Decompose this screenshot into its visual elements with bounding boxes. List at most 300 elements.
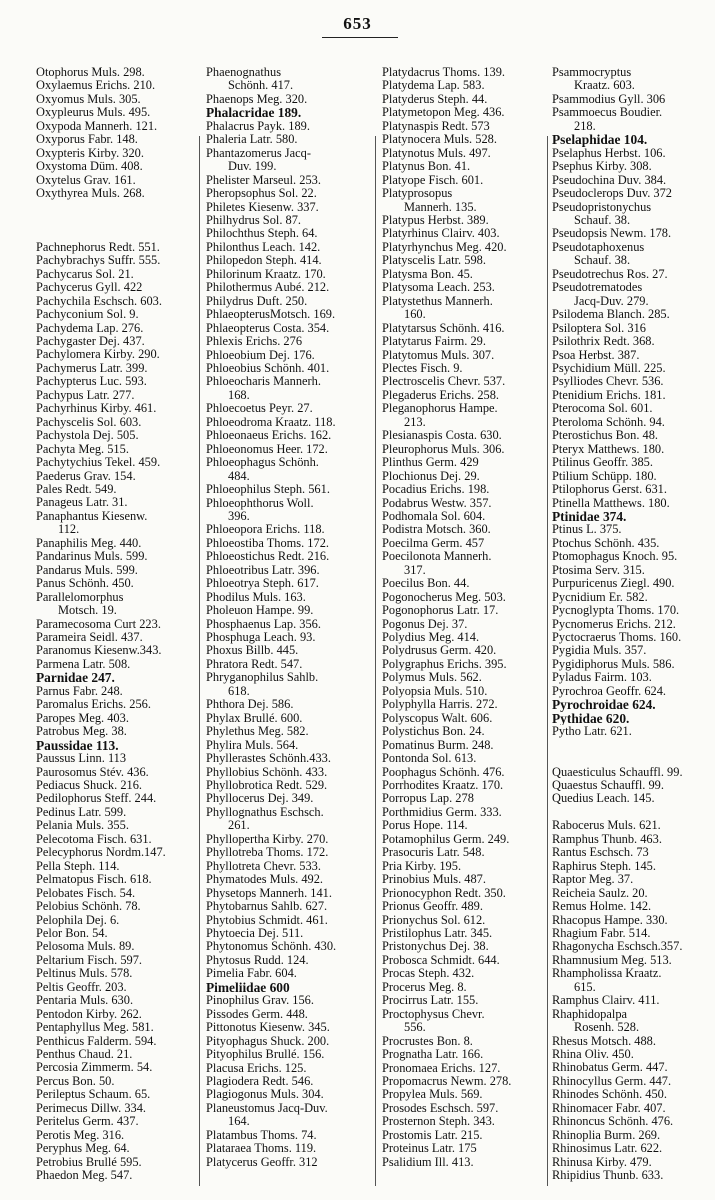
index-entry: Prosternon Steph. 343.: [382, 1115, 495, 1129]
index-column-3: [382, 66, 550, 1169]
index-entry: Ptochus Schönh. 435.: [552, 536, 660, 550]
index-entry: Platytarus Fairm. 29.: [382, 335, 486, 349]
index-entry: Psilodema Blanch. 285.: [552, 308, 670, 322]
index-entry: Peltis Geoffr. 203.: [36, 980, 127, 994]
index-entry: Propomacrus Newm. 278.: [382, 1074, 512, 1088]
column-divider: [199, 136, 200, 1186]
index-entry: Plochionus Dej. 29.: [382, 469, 480, 483]
index-entry: Pyctocraerus Thoms. 160.: [552, 631, 682, 645]
index-entry: Polygraphus Erichs. 395.: [382, 657, 507, 671]
index-entry-continuation: 317.: [404, 563, 426, 577]
index-entry: Peritelus Germ. 437.: [36, 1115, 139, 1129]
index-entry: Phyllotreba Thoms. 172.: [206, 846, 329, 860]
blank-line: [36, 214, 196, 227]
index-entry: Ptomophagus Knoch. 95.: [552, 550, 678, 564]
index-entry: Percus Bon. 50.: [36, 1074, 115, 1088]
index-entry: Psammoecus Boudier.: [552, 106, 663, 120]
index-entry: Pronomaea Erichs. 127.: [382, 1061, 501, 1075]
index-entry: Phosphaenus Lap. 356.: [206, 617, 321, 631]
index-entry: Poecilma Germ. 457: [382, 536, 485, 550]
index-entry: Rhinoncus Schönh. 476.: [552, 1115, 674, 1129]
index-entry: Phloeobius Schönh. 401.: [206, 361, 330, 375]
index-entry: Procirrus Latr. 155.: [382, 994, 479, 1008]
index-entry: Philorinum Kraatz. 170.: [206, 267, 326, 281]
index-entry: Philonthus Leach. 142.: [206, 240, 321, 254]
index-entry: Paussus Linn. 113: [36, 752, 127, 766]
index-entry: Phytosus Rudd. 124.: [206, 953, 309, 967]
index-entry: Platytarsus Schönh. 416.: [382, 321, 505, 335]
index-entry: Penthus Chaud. 21.: [36, 1048, 133, 1062]
index-entry: Phyllotreta Chevr. 533.: [206, 859, 321, 873]
index-entry-continuation: 112.: [58, 523, 80, 537]
index-entry-continuation: Rosenh. 528.: [574, 1021, 640, 1035]
index-entry: Pachybrachys Suffr. 555.: [36, 254, 161, 268]
index-entry: Psilothrix Redt. 368.: [552, 335, 655, 349]
index-entry: Pachychila Eschsch. 603.: [36, 294, 162, 308]
index-entry: Oxylaemus Erichs. 210.: [36, 79, 156, 93]
index-entry: Pterocoma Sol. 601.: [552, 402, 653, 416]
index-entry-continuation: 164.: [228, 1115, 250, 1129]
index-entry-continuation: Schauf. 38.: [574, 213, 631, 227]
index-entry: Rhinoplia Burm. 269.: [552, 1128, 661, 1142]
index-entry: Potamophilus Germ. 249.: [382, 832, 510, 846]
index-entry: Platydacrus Thoms. 139.: [382, 66, 505, 79]
index-entry: Pedinus Latr. 599.: [36, 805, 127, 819]
index-entry: Paromalus Erichs. 256.: [36, 698, 151, 712]
index-entry: Pentaria Muls. 630.: [36, 994, 134, 1008]
index-entry: Pediacus Shuck. 216.: [36, 778, 142, 792]
index-entry: Platyrhynchus Meg. 420.: [382, 240, 507, 254]
index-entry: Pelor Bon. 54.: [36, 926, 108, 940]
index-entry: Patrobus Meg. 38.: [36, 725, 127, 739]
index-entry: Platystethus Mannerh.: [382, 294, 493, 308]
index-entry: Podabrus Westw. 357.: [382, 496, 492, 510]
index-entry: Peltarium Fisch. 597.: [36, 953, 143, 967]
index-entry: Platydema Lap. 583.: [382, 79, 485, 93]
index-entry: Pleurophorus Muls. 306.: [382, 442, 505, 456]
index-entry: Pelania Muls. 355.: [36, 819, 129, 833]
index-entry: Porropus Lap. 278: [382, 792, 474, 806]
index-entry: Penthicus Falderm. 594.: [36, 1034, 157, 1048]
index-entry: Platysma Bon. 45.: [382, 267, 473, 281]
index-entry: Prostomis Latr. 215.: [382, 1128, 483, 1142]
index-entry: Perimecus Dillw. 334.: [36, 1101, 147, 1115]
index-entry: Phloeophagus Schönh.: [206, 456, 319, 470]
index-entry: Reicheia Saulz. 20.: [552, 886, 648, 900]
index-entry: Philothermus Aubé. 212.: [206, 281, 330, 295]
index-entry: Pandarus Muls. 599.: [36, 563, 138, 577]
index-entry: Ptilophorus Gerst. 631.: [552, 483, 667, 497]
index-entry: Perileptus Schaum. 65.: [36, 1088, 151, 1102]
index-entry: Phymatodes Muls. 492.: [206, 873, 324, 887]
blank-line: [36, 227, 196, 240]
index-column-2: [206, 66, 378, 1169]
index-entry: Phantazomerus Jacq-: [206, 146, 311, 160]
index-entry: Platymetopon Meg. 436.: [382, 106, 505, 120]
index-entry: Pteryx Matthews. 180.: [552, 442, 665, 456]
index-entry: Phytobarnus Sahlb. 627.: [206, 900, 328, 914]
index-entry: Rabocerus Muls. 621.: [552, 819, 661, 833]
index-entry: Plinthus Germ. 429: [382, 456, 479, 470]
index-entry: Platyope Fisch. 601.: [382, 173, 484, 187]
index-entry: Pomatinus Burm. 248.: [382, 738, 494, 752]
family-heading: Parnidae 247.: [36, 671, 115, 685]
index-entry: Ptinus L. 375.: [552, 523, 622, 537]
family-heading: Paussidae 113.: [36, 738, 119, 753]
index-entry: Pachnephorus Redt. 551.: [36, 240, 160, 254]
index-entry: Pytho Latr. 621.: [552, 725, 632, 739]
index-entry: Philetes Kiesenw. 337.: [206, 200, 319, 214]
index-entry: Pentaphyllus Meg. 581.: [36, 1021, 154, 1035]
index-entry: Prionychus Sol. 612.: [382, 913, 486, 927]
index-entry: Rhagonycha Eschsch.357.: [552, 940, 683, 954]
index-entry: Porus Hope. 114.: [382, 819, 468, 833]
index-entry: Oxypteris Kirby. 320.: [36, 146, 144, 160]
index-entry: Phosphuga Leach. 93.: [206, 631, 316, 645]
family-heading: Pselaphidae 104.: [552, 133, 648, 147]
index-entry: Pheropsophus Sol. 22.: [206, 187, 317, 201]
index-entry: Pseudoclerops Duv. 372: [552, 187, 672, 201]
index-entry-continuation: Jacq-Duv. 279.: [574, 294, 649, 308]
index-entry-continuation: 160.: [404, 308, 426, 322]
index-entry: Platypus Herbst. 389.: [382, 213, 489, 227]
index-entry: Percosia Zimmerm. 54.: [36, 1061, 153, 1075]
index-entry: Pelophila Dej. 6.: [36, 913, 120, 927]
index-entry: Pentodon Kirby. 262.: [36, 1007, 142, 1021]
index-entry: Otophorus Muls. 298.: [36, 66, 145, 79]
index-entry: Pontonda Sol. 613.: [382, 752, 477, 766]
index-entry: Pachyconium Sol. 9.: [36, 308, 139, 322]
index-entry: Phloeophilus Steph. 561.: [206, 483, 330, 497]
index-entry: Pseudopsis Newm. 178.: [552, 227, 672, 241]
index-entry: Platysoma Leach. 253.: [382, 281, 495, 295]
index-entry: Propylea Muls. 569.: [382, 1088, 483, 1102]
index-entry: Phloeotrya Steph. 617.: [206, 577, 319, 591]
index-entry: Pimelia Fabr. 604.: [206, 967, 297, 981]
index-entry: Pria Kirby. 195.: [382, 859, 462, 873]
index-entry: Platyprosopus: [382, 187, 453, 201]
index-entry: Phloeobium Dej. 176.: [206, 348, 315, 362]
index-entry-continuation: 261.: [228, 819, 250, 833]
index-entry: Pandarinus Muls. 599.: [36, 550, 148, 564]
index-entry: Polyscopus Walt. 606.: [382, 711, 493, 725]
index-entry: Perotis Meg. 316.: [36, 1128, 125, 1142]
index-entry: Ptinella Matthews. 180.: [552, 496, 670, 510]
index-entry: Plectroscelis Chevr. 537.: [382, 375, 506, 389]
family-heading: Phalacridae 189.: [206, 106, 302, 120]
index-entry: Oxypleurus Muls. 495.: [36, 106, 151, 120]
index-entry-continuation: Schönh. 417.: [228, 79, 294, 93]
index-entry: Pyladus Fairm. 103.: [552, 671, 652, 685]
index-column-4: [552, 66, 712, 1183]
index-entry: Pygidia Muls. 357.: [552, 644, 647, 658]
index-entry: Pseudopristonychus: [552, 200, 652, 214]
index-entry: Peryphus Meg. 64.: [36, 1142, 130, 1156]
index-entry: Phloeonaeus Erichs. 162.: [206, 429, 332, 443]
index-entry: Rantus Eschsch. 73: [552, 846, 649, 860]
index-entry: Peltinus Muls. 578.: [36, 967, 133, 981]
index-entry: Pselaphus Herbst. 106.: [552, 146, 666, 160]
index-entry: Phloeostiba Thoms. 172.: [206, 536, 329, 550]
index-entry: Pycnomerus Erichs. 212.: [552, 617, 676, 631]
index-entry: Pelosoma Muls. 89.: [36, 940, 135, 954]
index-entry: Pristonychus Dej. 38.: [382, 940, 489, 954]
index-entry: Plectes Fisch. 9.: [382, 361, 463, 375]
index-entry-continuation: 618.: [228, 684, 250, 698]
index-entry: Plagiogonus Muls. 304.: [206, 1088, 324, 1102]
index-entry: Proteinus Latr. 175: [382, 1142, 477, 1156]
index-entry: Psalidium Ill. 413.: [382, 1155, 474, 1169]
index-entry: Pittonotus Kiesenw. 345.: [206, 1021, 330, 1035]
index-entry: Poophagus Schönh. 476.: [382, 765, 505, 779]
index-entry: Oxytelus Grav. 161.: [36, 173, 136, 187]
index-entry: Pachystola Dej. 505.: [36, 429, 139, 443]
index-entry: Paranomus Kiesenw.343.: [36, 644, 162, 658]
index-entry-continuation: 218.: [574, 119, 596, 133]
index-entry: Ptosima Serv. 315.: [552, 563, 645, 577]
index-entry: Panus Schönh. 450.: [36, 577, 134, 591]
index-entry: Platycerus Geoffr. 312: [206, 1155, 318, 1169]
blank-line: [36, 201, 196, 214]
index-entry: Prosodes Eschsch. 597.: [382, 1101, 499, 1115]
index-entry: Pachycarus Sol. 21.: [36, 267, 134, 281]
index-entry: Phylax Brullé. 600.: [206, 711, 303, 725]
index-entry: Oxyomus Muls. 305.: [36, 92, 141, 106]
index-entry: Psammocryptus: [552, 66, 632, 79]
index-entry: Pachylomera Kirby. 290.: [36, 348, 160, 362]
column-divider: [375, 136, 376, 1186]
index-entry: Prionus Geoffr. 489.: [382, 900, 483, 914]
column-divider: [547, 136, 548, 1186]
index-entry: Pristilophus Latr. 345.: [382, 927, 493, 940]
index-entry: Pelobates Fisch. 54.: [36, 886, 136, 900]
index-entry: Platynocera Muls. 528.: [382, 133, 497, 147]
index-entry: Pachytychius Tekel. 459.: [36, 456, 161, 470]
index-entry: Pelecyphorus Nordm.147.: [36, 846, 166, 860]
index-entry: Phyllognathus Eschsch.: [206, 805, 324, 819]
index-entry: Poecilus Bon. 44.: [382, 577, 470, 591]
index-entry: Oxystoma Düm. 408.: [36, 160, 143, 174]
index-entry: Pachydema Lap. 276.: [36, 321, 144, 335]
index-entry: Rhaphidopalpa: [552, 1007, 628, 1021]
index-entry: Rhagium Fabr. 514.: [552, 926, 651, 940]
index-entry: Pachygaster Dej. 437.: [36, 335, 145, 349]
index-entry: Phlexis Erichs. 276: [206, 335, 303, 349]
index-entry: Prasocuris Latr. 548.: [382, 846, 485, 860]
index-entry: Phoxus Billb. 445.: [206, 644, 299, 658]
index-entry: Phaedon Meg. 547.: [36, 1169, 133, 1183]
index-entry: Parameira Seidl. 437.: [36, 630, 143, 644]
index-entry: Phyllocerus Dej. 349.: [206, 792, 314, 806]
index-entry: Oxypoda Mannerh. 121.: [36, 119, 158, 133]
index-entry: Psylliodes Chevr. 536.: [552, 375, 664, 389]
index-entry: Platyscelis Latr. 598.: [382, 254, 486, 268]
index-entry: Psoa Herbst. 387.: [552, 348, 640, 362]
index-entry: Pteroloma Schönh. 94.: [552, 415, 665, 429]
index-entry: Oxythyrea Muls. 268.: [36, 187, 145, 201]
index-entry: Phloecoetus Peyr. 27.: [206, 402, 313, 416]
index-entry: Platambus Thoms. 74.: [206, 1128, 317, 1142]
index-entry: Polyopsia Muls. 510.: [382, 684, 488, 698]
index-entry: Ptenidium Erichs. 181.: [552, 388, 666, 402]
header-rule: [322, 37, 398, 38]
index-entry: Rhacopus Hampe. 330.: [552, 913, 668, 927]
index-entry: Panaphantus Kiesenw.: [36, 509, 148, 523]
blank-line: [552, 806, 712, 819]
index-entry: Phthora Dej. 586.: [206, 698, 294, 712]
index-entry: Porthmidius Germ. 333.: [382, 805, 502, 819]
index-entry: Pseudochina Duv. 384.: [552, 173, 667, 187]
index-entry: Phloeopora Erichs. 118.: [206, 523, 325, 537]
index-entry: Phyllopertha Kirby. 270.: [206, 832, 329, 846]
index-entry: Pissodes Germ. 448.: [206, 1007, 308, 1021]
index-entry: Pachyscelis Sol. 603.: [36, 415, 142, 429]
index-entry: Probosca Schmidt. 644.: [382, 953, 500, 967]
index-entry: Pholeuon Hampe. 99.: [206, 604, 314, 618]
index-entry-continuation: 556.: [404, 1021, 426, 1035]
index-entry: Rhinomacer Fabr. 407.: [552, 1101, 666, 1115]
index-entry: Quedius Leach. 145.: [552, 792, 655, 806]
index-entry: Pycnidium Er. 582.: [552, 590, 648, 604]
index-entry: Procrustes Bon. 8.: [382, 1034, 473, 1048]
family-heading: Pyrochroidae 624.: [552, 698, 656, 712]
index-entry: Prognatha Latr. 166.: [382, 1048, 484, 1062]
index-entry: Pycnoglypta Thoms. 170.: [552, 604, 680, 618]
index-entry-continuation: 213.: [404, 415, 426, 429]
index-entry: Phylira Muls. 564.: [206, 738, 299, 752]
index-entry: Ptilium Schüpp. 180.: [552, 469, 657, 483]
index-entry-continuation: 168.: [228, 388, 250, 402]
index-entry: Rhinosimus Latr. 622.: [552, 1142, 663, 1156]
index-entry: Pinophilus Grav. 156.: [206, 994, 314, 1008]
index-entry-continuation: Duv. 199.: [228, 160, 277, 174]
index-entry: Petrobius Brullé 595.: [36, 1155, 142, 1169]
index-entry: Paramecosoma Curt 223.: [36, 617, 161, 631]
index-column-1: [36, 66, 196, 1183]
index-entry: Philopedon Steph. 414.: [206, 254, 322, 268]
index-entry: Rhamnusium Meg. 513.: [552, 953, 672, 967]
index-entry: Ramphus Clairv. 411.: [552, 994, 660, 1008]
index-entry-continuation: 615.: [574, 980, 596, 994]
index-entry: Phaenops Meg. 320.: [206, 92, 308, 106]
index-entry: Pachyrhinus Kirby. 461.: [36, 402, 157, 416]
index-entry: Polydius Meg. 414.: [382, 631, 480, 645]
blank-line: [552, 752, 712, 765]
index-entry: Philydrus Duft. 250.: [206, 294, 308, 308]
index-entry: Rhinusa Kirby. 479.: [552, 1155, 652, 1169]
index-entry: Pelobius Schönh. 78.: [36, 900, 141, 914]
index-entry: Raptor Meg. 37.: [552, 873, 634, 887]
index-entry: Quaesticulus Schauffl. 99.: [552, 765, 683, 779]
page-number: 653: [343, 14, 372, 33]
family-heading: Pythidae 620.: [552, 711, 630, 726]
index-entry: Pterostichus Bon. 48.: [552, 429, 659, 443]
index-entry: Psiloptera Sol. 316: [552, 321, 646, 335]
index-entry: Platytomus Muls. 307.: [382, 348, 495, 362]
index-entry: Phyllerastes Schönh.433.: [206, 752, 331, 766]
index-entry: Phloeocharis Mannerh.: [206, 375, 321, 389]
index-entry: Platyrhinus Clairv. 403.: [382, 227, 500, 241]
index-entry: Phyllobius Schönh. 433.: [206, 765, 328, 779]
index-entry: Proctophysus Chevr.: [382, 1007, 485, 1021]
index-entry: Rhampholissa Kraatz.: [552, 967, 662, 981]
index-entry: Pachycerus Gyll. 422: [36, 281, 143, 295]
index-entry: Phloeostichus Redt. 216.: [206, 550, 330, 564]
index-entry: Pogonus Dej. 37.: [382, 617, 468, 631]
index-entry: Procas Steph. 432.: [382, 967, 475, 981]
index-entry: Psychidium Müll. 225.: [552, 361, 666, 375]
index-entry: Pachypterus Luc. 593.: [36, 375, 147, 389]
index-entry: Remus Holme. 142.: [552, 900, 652, 914]
index-entry: Phloeodroma Kraatz. 118.: [206, 415, 336, 429]
index-entry: Parallelomorphus: [36, 590, 124, 604]
index-entry: Phloeophthorus Woll.: [206, 496, 314, 510]
blank-line: [552, 739, 712, 752]
index-entry: Phylethus Meg. 582.: [206, 725, 309, 739]
index-entry: Panaphilis Meg. 440.: [36, 536, 142, 550]
index-entry-continuation: Schauf. 38.: [574, 254, 631, 268]
index-entry: Purpuricenus Ziegl. 490.: [552, 577, 675, 591]
index-entry: Rhinodes Schönh. 450.: [552, 1088, 667, 1102]
index-entry: Rhina Oliv. 450.: [552, 1048, 634, 1062]
index-entry: Prinobius Muls. 487.: [382, 873, 486, 887]
index-entry: Psephus Kirby. 308.: [552, 160, 652, 174]
index-entry: Platynotus Muls. 497.: [382, 146, 491, 160]
index-entry: Procerus Meg. 8.: [382, 980, 467, 994]
index-entry: Platynaspis Redt. 573: [382, 119, 490, 133]
index-entry: Physetops Mannerh. 141.: [206, 886, 332, 900]
index-entry: Pygidiphorus Muls. 586.: [552, 657, 675, 671]
index-entry: Pyrochroa Geoffr. 624.: [552, 684, 667, 698]
index-entry-continuation: 484.: [228, 469, 250, 483]
index-entry: Pelecotoma Fisch. 631.: [36, 832, 152, 846]
index-entry: Pityophagus Shuck. 200.: [206, 1034, 330, 1048]
index-entry-continuation: Kraatz. 603.: [574, 79, 635, 93]
index-entry: Pocadius Erichs. 198.: [382, 483, 490, 497]
index-entry: Phloeonomus Heer. 172.: [206, 442, 328, 456]
index-entry: Polymus Muls. 562.: [382, 671, 482, 685]
index-entry: Pityophilus Brullé. 156.: [206, 1048, 325, 1062]
index-entry: Polystichus Bon. 24.: [382, 725, 485, 739]
index-entry: Pogonophorus Latr. 17.: [382, 604, 499, 618]
index-entry: Plagiodera Redt. 546.: [206, 1074, 314, 1088]
index-entry: Parnus Fabr. 248.: [36, 684, 123, 698]
index-entry: Rhinobatus Germ. 447.: [552, 1061, 668, 1075]
index-entry: Poecilonota Mannerh.: [382, 550, 492, 564]
index-entry: Pachypus Latr. 277.: [36, 388, 135, 402]
index-entry: Phytonomus Schönh. 430.: [206, 940, 337, 954]
index-entry: Pachyta Meg. 515.: [36, 442, 129, 456]
index-entry: Pseudotaphoxenus: [552, 240, 645, 254]
index-entry: Phytoecia Dej. 511.: [206, 927, 304, 940]
index-entry-continuation: Motsch. 19.: [58, 604, 117, 618]
index-entry: Porrhodites Kraatz. 170.: [382, 779, 504, 793]
family-heading: Pimeliidae 600: [206, 980, 290, 995]
index-entry: Philhydrus Sol. 87.: [206, 213, 302, 227]
index-entry-continuation: 396.: [228, 509, 250, 523]
index-entry: Pseudotrechus Ros. 27.: [552, 267, 668, 281]
index-entry: Paropes Meg. 403.: [36, 711, 129, 725]
index-entry: Plataraea Thoms. 119.: [206, 1142, 317, 1156]
index-entry: Phlaeopterus Costa. 354.: [206, 321, 330, 335]
index-entry: Phratora Redt. 547.: [206, 657, 303, 671]
index-entry: Paederus Grav. 154.: [36, 469, 136, 483]
index-entry: Pseudotrematodes: [552, 281, 643, 295]
index-entry: Pogonocherus Meg. 503.: [382, 590, 506, 604]
index-entry: Plesianaspis Costa. 630.: [382, 429, 502, 443]
index-entry: Phaleria Latr. 580.: [206, 133, 298, 147]
index-entry: Prionocyphon Redt. 350.: [382, 886, 506, 900]
